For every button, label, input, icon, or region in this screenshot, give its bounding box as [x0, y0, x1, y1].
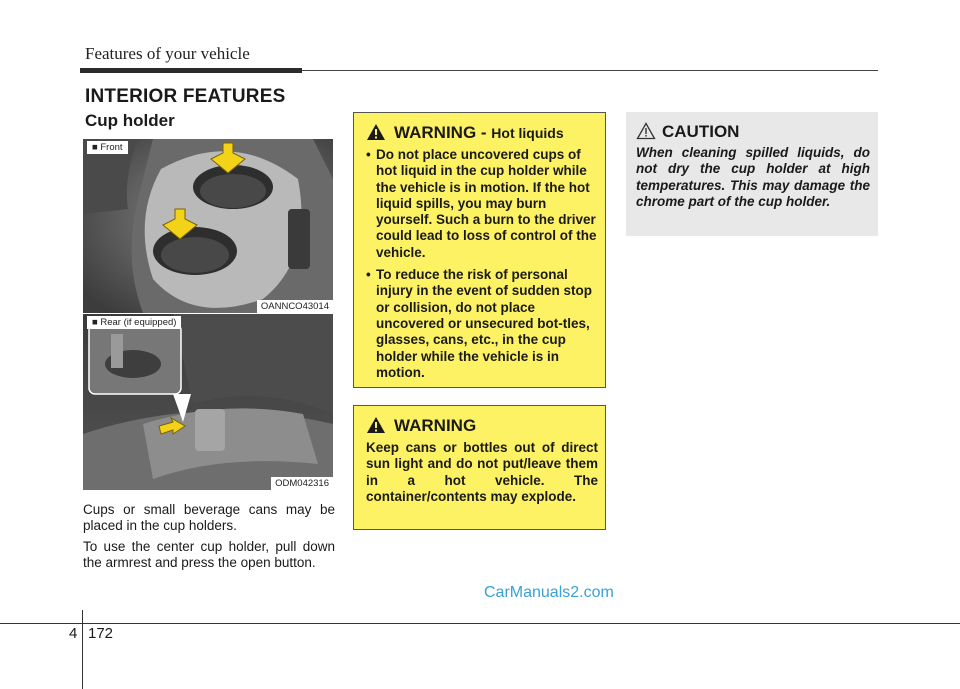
warning-triangle-icon	[366, 123, 386, 141]
front-cup-holder-photo	[83, 139, 333, 313]
caution-triangle-icon	[636, 122, 656, 140]
chapter-number: 4	[69, 625, 78, 642]
warning-hot-bullet: • To reduce the risk of personal injury in the event of sudden stop or collision, do not place uncovered or unsecured bot-tles, glasses, cans, etc., in the cup holder while the vehicle is in motion.	[366, 267, 600, 381]
figure-code-rear: ODM042316	[271, 477, 333, 490]
caution-title: CAUTION	[662, 122, 740, 141]
header-rule	[302, 70, 878, 71]
running-header: Features of your vehicle	[85, 44, 250, 63]
body-paragraph-2: To use the center cup holder, pull down the armrest and press the open button.	[83, 539, 335, 570]
subsection-title: Cup holder	[85, 111, 175, 130]
section-title: INTERIOR FEATURES	[85, 86, 286, 107]
footer-rule	[0, 623, 960, 624]
watermark: CarManuals2.com	[484, 584, 614, 601]
warning-sun-text: Keep cans or bottles out of direct sun light and do not put/leave them in a hot vehicle. The container/contents may explode.	[366, 440, 598, 504]
rear-cup-holder-photo	[83, 314, 333, 490]
figure-code-front: OANNCO43014	[257, 300, 333, 313]
page-number: 172	[88, 625, 114, 642]
caution-text: When cleaning spilled liquids, do not dry the cup holder at high temperatures. This may damage the chrome part of the cup holder.	[636, 145, 870, 209]
footer-divider	[82, 610, 83, 689]
warning-sun-title: WARNING	[394, 416, 477, 435]
warning-hot-bullet: • Do not place uncovered cups of hot liquid in the cup holder while the vehicle is in motion. If the hot liquid spills, you may burn yourself. Such a burn to the driver could lead to loss of control of the vehicle.	[366, 147, 600, 261]
warning-hot-liquids-box	[353, 112, 606, 388]
warning-sunlight-box	[353, 405, 606, 530]
figure-label-front: ■ Front	[87, 141, 128, 154]
header-bar	[80, 68, 302, 73]
warning-hot-bullets	[366, 147, 600, 387]
warning-hot-title: WARNING - Hot liquids	[394, 123, 564, 142]
caution-box	[626, 112, 878, 236]
warning-triangle-icon	[366, 416, 386, 434]
figure-label-rear: ■ Rear (if equipped)	[87, 316, 181, 329]
body-paragraph-1: Cups or small beverage cans may be placed in the cup holders.	[83, 502, 335, 533]
